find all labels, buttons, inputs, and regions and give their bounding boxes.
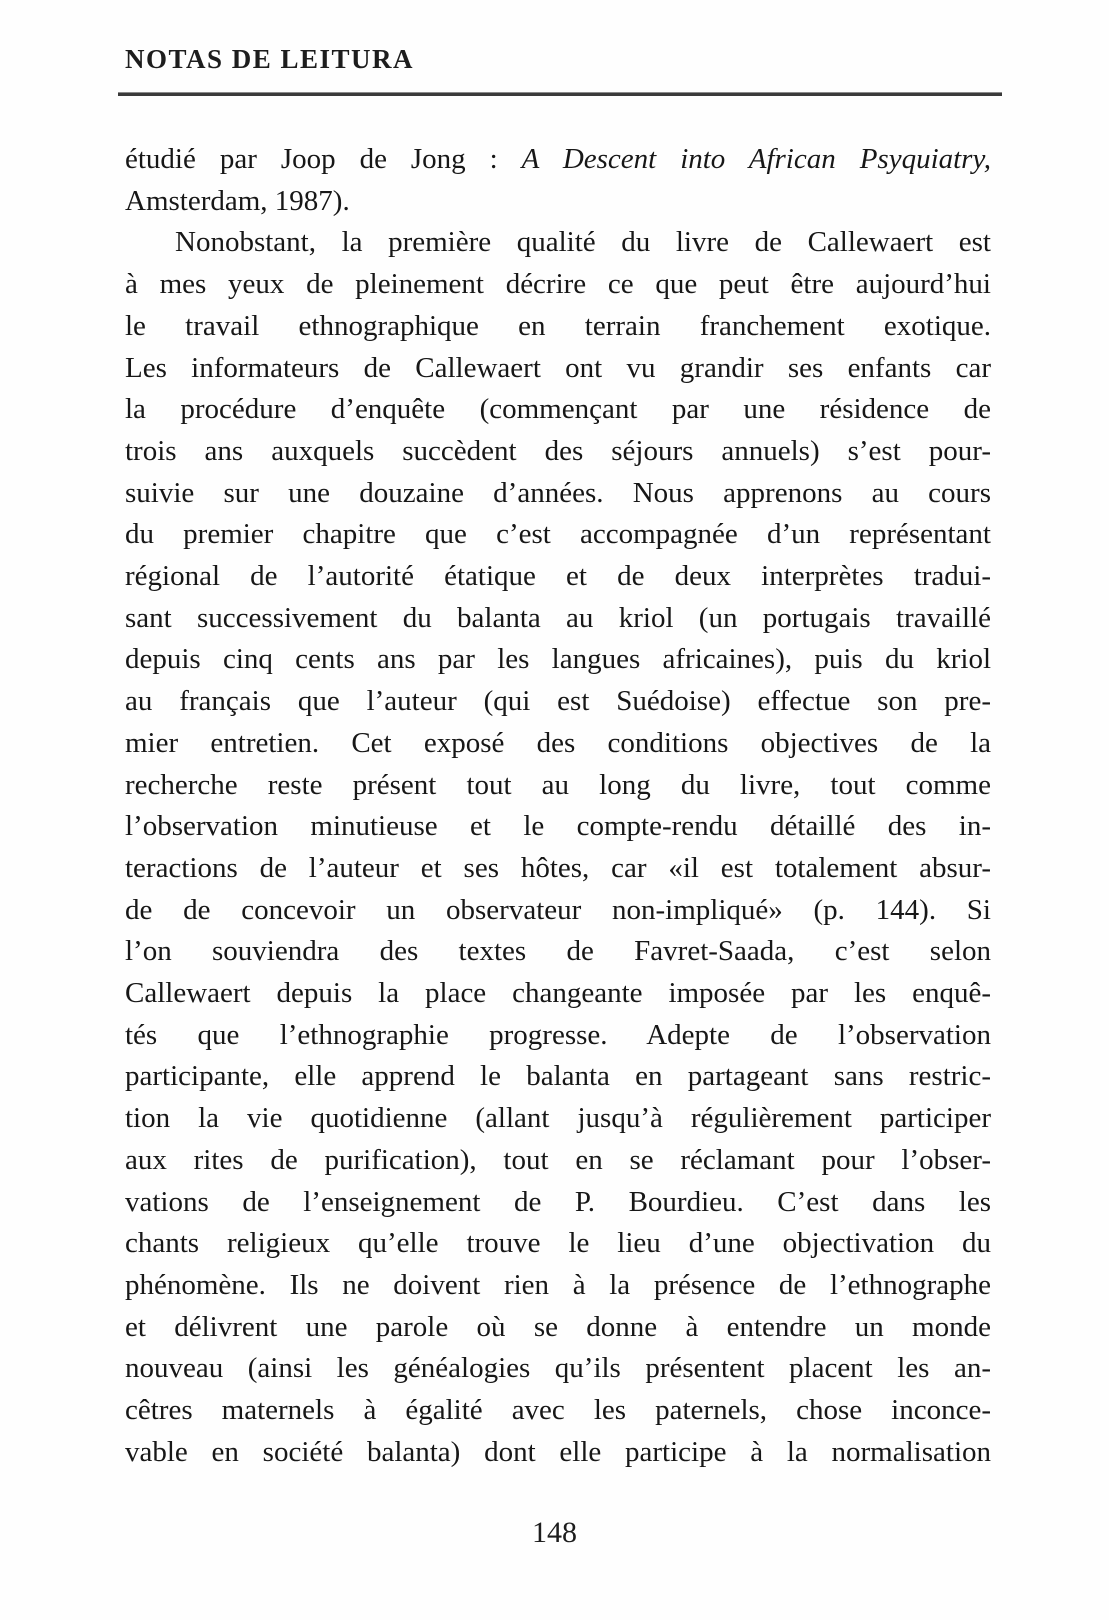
text-line: tés que l’ethnographie progresse. Adepte de l’observation: [125, 1018, 991, 1051]
text-line: la procédure d’enquête (commençant par une résidence de: [125, 393, 991, 426]
header-rule: [118, 92, 1002, 96]
text-lines: [125, 181, 991, 1474]
text-line: à mes yeux de pleinement décrire ce que peut être aujourd’hui: [125, 268, 991, 301]
text-line: régional de l’autorité étatique et de deux interprètes tradui-: [125, 560, 991, 593]
text-line: phénomène. Ils ne doivent rien à la présence de l’ethnographe: [125, 1268, 991, 1301]
text-line: suivie sur une douzaine d’années. Nous apprenons au cours: [125, 476, 991, 509]
body-text: [125, 139, 991, 1474]
text-line: mier entretien. Cet exposé des conditions objectives de la: [125, 726, 991, 759]
running-head: NOTAS DE LEITURA: [125, 44, 415, 74]
text-line: Les informateurs de Callewaert ont vu grandir ses enfants car: [125, 351, 991, 384]
text-line: l’on souviendra des textes de Favret-Saada, c’est selon: [125, 935, 991, 968]
text-line: nouveau (ainsi les généalogies qu’ils présentent placent les an-: [125, 1352, 991, 1385]
text-line: trois ans auxquels succèdent des séjours annuels) s’est pour-: [125, 434, 991, 467]
text-line: au français que l’auteur (qui est Suédoise) effectue son pre-: [125, 685, 991, 718]
text-line: teractions de l’auteur et ses hôtes, car «il est totalement absur-: [125, 851, 991, 884]
text-line: depuis cinq cents ans par les langues africaines), puis du kriol: [125, 643, 991, 676]
text-line: vations de l’enseignement de P. Bourdieu. C’est dans les: [125, 1185, 991, 1218]
text-line: du premier chapitre que c’est accompagnée d’un représentant: [125, 518, 991, 551]
text-line: Callewaert depuis la place changeante imposée par les enquê-: [125, 977, 991, 1010]
text-line: le travail ethnographique en terrain franchement exotique.: [125, 309, 991, 342]
text-line: de de concevoir un observateur non-impliqué» (p. 144). Si: [125, 893, 991, 926]
text-line: l’observation minutieuse et le compte-rendu détaillé des in-: [125, 810, 991, 843]
text-line: cêtres maternels à égalité avec les paternels, chose inconce-: [125, 1394, 991, 1427]
text-line: participante, elle apprend le balanta en partageant sans restric-: [125, 1060, 991, 1093]
page-number: 148: [532, 1516, 577, 1549]
text-line: recherche reste présent tout au long du livre, tout comme: [125, 768, 991, 801]
text-line: et délivrent une parole où se donne à entendre un monde: [125, 1310, 991, 1343]
first-line-roman: étudié par Joop de Jong :: [125, 143, 522, 175]
text-line: chants religieux qu’elle trouve le lieu d’une objectivation du: [125, 1227, 991, 1260]
text-line: Nonobstant, la première qualité du livre de Callewaert est: [175, 226, 991, 259]
text-line: tion la vie quotidienne (allant jusqu’à régulièrement participer: [125, 1102, 991, 1135]
text-line-first: [125, 139, 991, 181]
text-line: sant successivement du balanta au kriol (un portugais travaillé: [125, 601, 991, 634]
book-title-italic: A Descent into African Psyquiatry,: [521, 143, 991, 175]
text-line: aux rites de purification), tout en se réclamant pour l’obser-: [125, 1143, 991, 1176]
text-line: vable en société balanta) dont elle participe à la normalisation: [125, 1435, 991, 1468]
text-line: Amsterdam, 1987).: [125, 184, 350, 217]
